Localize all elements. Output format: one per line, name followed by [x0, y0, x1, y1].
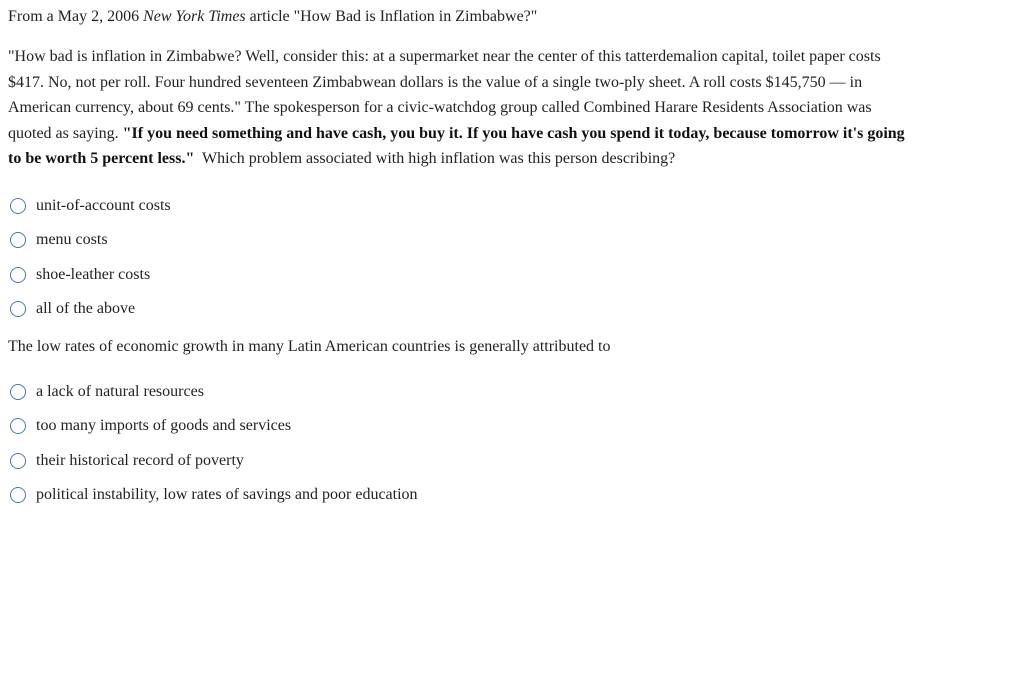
- publication-name: New York Times: [143, 8, 246, 25]
- question-1-passage: "How bad is inflation in Zimbabwe? Well, consider this: at a supermarket near the center of this tatterdemalion capital, toilet paper costs $417. No, not per roll. Four hundred seventeen Zimbabwean dollars is the value of a single two-ply sheet. A roll costs $145,750 — in American currency, about 69 cents." The spokesperson for a civic-watchdog group called Combined Harare Residents Association was quoted as saying.: [8, 48, 881, 142]
- question-1-options: [8, 189, 1008, 327]
- question-1-option-menu-costs[interactable]: [10, 223, 1010, 258]
- option-label: too many imports of goods and services: [36, 417, 292, 435]
- question-2-option-poverty[interactable]: [10, 444, 1010, 479]
- question-1-option-unit-of-account[interactable]: [10, 189, 1010, 224]
- option-label: unit-of-account costs: [36, 196, 171, 214]
- option-label: their historical record of poverty: [36, 451, 244, 469]
- question-2-text: The low rates of economic growth in many Latin American countries is generally attributed to: [8, 337, 611, 355]
- radio-button[interactable]: [10, 487, 26, 503]
- radio-button[interactable]: [10, 198, 26, 214]
- option-label: political instability, low rates of savings and poor education: [36, 486, 418, 504]
- question-2-option-imports[interactable]: [10, 409, 1010, 444]
- question-1-prompt: Which problem associated with high inflation was this person describing?: [194, 150, 676, 167]
- citation-prefix: From a May 2, 2006: [8, 8, 144, 25]
- radio-button[interactable]: [10, 232, 26, 248]
- radio-button[interactable]: [10, 384, 26, 400]
- option-label: shoe-leather costs: [36, 265, 151, 283]
- option-label: menu costs: [36, 231, 108, 249]
- quiz-content: [8, 6, 1008, 513]
- question-1-bold-quote: "If you need something and have cash, you buy it. If you have cash you spend it today, because tomorrow it's going to be worth 5 percent less.": [8, 124, 905, 167]
- option-label: all of the above: [36, 300, 136, 318]
- citation-suffix: article "How Bad is Inflation in Zimbabwe?": [245, 8, 538, 25]
- radio-button[interactable]: [10, 418, 26, 434]
- option-label: a lack of natural resources: [36, 382, 204, 400]
- article-citation: [8, 6, 1008, 28]
- radio-button[interactable]: [10, 301, 26, 317]
- question-1-option-all[interactable]: [10, 292, 1010, 327]
- radio-button[interactable]: [10, 453, 26, 469]
- question-1-text: [8, 44, 918, 172]
- question-1-option-shoe-leather[interactable]: [10, 258, 1010, 293]
- question-2-option-instability[interactable]: [10, 478, 1010, 513]
- question-2-options: [8, 375, 1008, 513]
- question-2-option-natural-resources[interactable]: [10, 375, 1010, 410]
- radio-button[interactable]: [10, 267, 26, 283]
